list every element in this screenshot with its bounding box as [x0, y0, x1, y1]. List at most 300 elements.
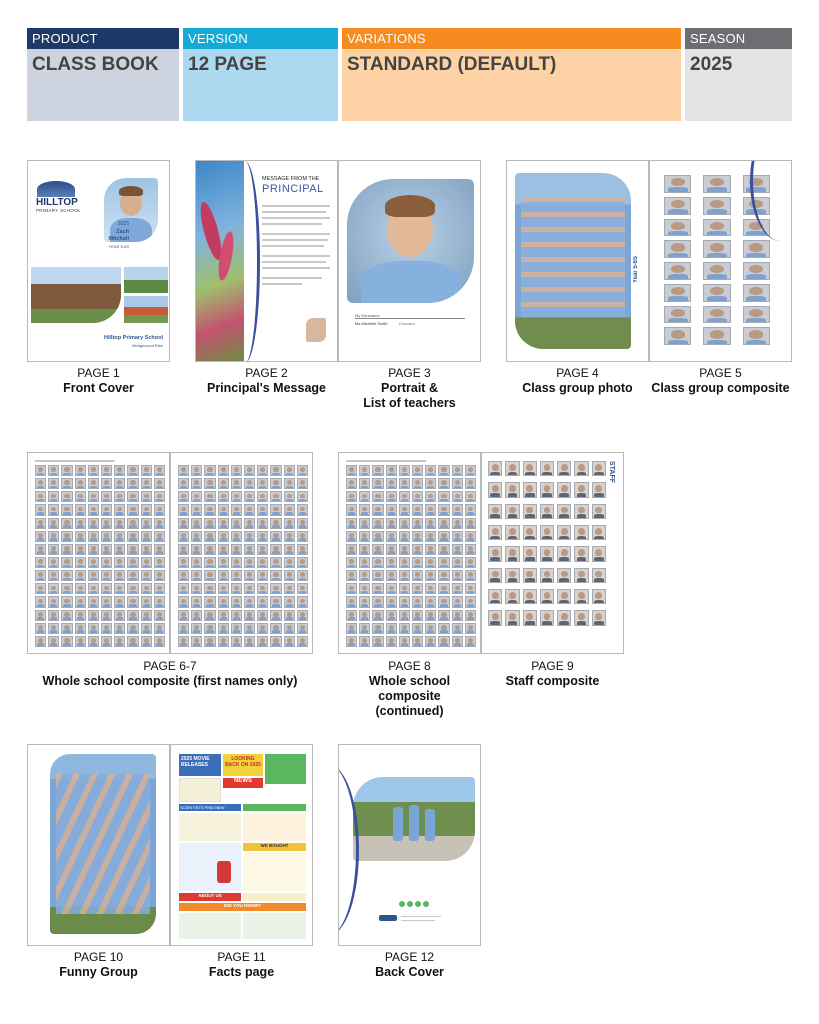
composite-photo: [114, 583, 125, 594]
composite-photo: [231, 557, 242, 568]
composite-photo: [540, 504, 554, 519]
composite-photo: [35, 636, 46, 647]
composite-photo: [61, 583, 72, 594]
page-title: Portrait &: [381, 381, 438, 395]
composite-photo: [114, 491, 125, 502]
cover-year: 2025: [117, 221, 129, 227]
page-number: PAGE 5: [699, 366, 742, 380]
composite-photo: [191, 491, 202, 502]
facts-did-you-know: DID YOU KNOW?: [179, 903, 306, 911]
composite-photo: [372, 465, 383, 476]
composite-photo: [204, 531, 215, 542]
page-title: Facts page: [208, 965, 275, 979]
season-value: 2025: [685, 49, 792, 121]
composite-photo: [412, 518, 423, 529]
page-title-line-2: composite: [378, 689, 441, 703]
composite-photo: [141, 465, 152, 476]
composite-photo: [465, 570, 476, 581]
composite-photo: [141, 570, 152, 581]
composite-photo: [244, 518, 255, 529]
composite-photo: [218, 636, 229, 647]
composite-photo: [523, 568, 537, 583]
composite-photo: [557, 568, 571, 583]
composite-photo: [48, 596, 59, 607]
composite-photo: [35, 557, 46, 568]
composite-photo: [703, 284, 730, 302]
principal-heading-large: PRINCIPAL: [262, 183, 324, 195]
composite-photo: [452, 610, 463, 621]
caption-page-10: [27, 950, 170, 980]
composite-photo: [231, 623, 242, 634]
caption-page-12: [338, 950, 481, 980]
composite-photo: [412, 544, 423, 555]
composite-photo: [438, 531, 449, 542]
composite-photo: [270, 557, 281, 568]
composite-photo: [178, 610, 189, 621]
composite-photo: [557, 589, 571, 604]
composite-photo: [372, 583, 383, 594]
composite-photo: [257, 544, 268, 555]
composite-photo: [88, 518, 99, 529]
composite-photo: [452, 544, 463, 555]
facts-green-box: [265, 754, 306, 784]
teacher-name: Ms Michelle Smith: [355, 321, 388, 326]
composite-photo: [218, 610, 229, 621]
composite-photo: [244, 623, 255, 634]
composite-photo: [204, 465, 215, 476]
composite-photo: [75, 636, 86, 647]
composite-photo: [346, 557, 357, 568]
composite-photo: [297, 570, 308, 581]
composite-photo: [231, 465, 242, 476]
composite-photo: [35, 623, 46, 634]
composite-photo: [154, 583, 165, 594]
composite-photo: [425, 583, 436, 594]
composite-photo: [257, 636, 268, 647]
composite-photo: [452, 518, 463, 529]
composite-photo: [557, 482, 571, 497]
composite-photo: [359, 623, 370, 634]
composite-photo: [412, 531, 423, 542]
composite-photo: [386, 623, 397, 634]
composite-photo: [664, 219, 691, 237]
composite-photo: [178, 478, 189, 489]
composite-photo: [664, 284, 691, 302]
composite-photo: [191, 557, 202, 568]
composite-photo: [346, 478, 357, 489]
composite-photo: [346, 491, 357, 502]
composite-photo: [505, 589, 519, 604]
composite-photo: [438, 557, 449, 568]
composite-photo: [703, 240, 730, 258]
composite-photo: [191, 504, 202, 515]
caption-page-2: [195, 366, 338, 396]
composite-photo: [359, 504, 370, 515]
composite-photo: [346, 596, 357, 607]
composite-photo: [703, 306, 730, 324]
composite-photo: [592, 568, 606, 583]
composite-photo: [438, 518, 449, 529]
composite-photo: [284, 465, 295, 476]
composite-photo: [465, 531, 476, 542]
composite-photo: [488, 568, 502, 583]
composite-photo: [35, 518, 46, 529]
composite-photo: [244, 570, 255, 581]
composite-photo: [88, 636, 99, 647]
composite-photo: [488, 461, 502, 476]
composite-photo: [218, 531, 229, 542]
decorative-swoosh: [230, 161, 260, 362]
page-title: Whole school: [368, 674, 451, 688]
page-title: Class group composite: [651, 381, 790, 395]
composite-photo: [35, 583, 46, 594]
composite-photo: [425, 518, 436, 529]
composite-photo: [141, 491, 152, 502]
header-product: [27, 28, 179, 121]
class-side-label: Year 5-6S: [633, 256, 639, 284]
composite-photo: [178, 491, 189, 502]
composite-photo: [141, 557, 152, 568]
composite-photo: [141, 478, 152, 489]
composite-photo: [386, 610, 397, 621]
composite-photo: [359, 583, 370, 594]
composite-photo: [743, 262, 770, 280]
composite-photo: [452, 570, 463, 581]
composite-photo: [465, 583, 476, 594]
composite-photo: [523, 546, 537, 561]
composite-photo: [284, 478, 295, 489]
whole-school-grid-continued: [346, 465, 476, 647]
composite-photo: [61, 557, 72, 568]
page-title: Front Cover: [63, 381, 134, 395]
composite-photo: [703, 262, 730, 280]
composite-photo: [297, 504, 308, 515]
composite-photo: [465, 610, 476, 621]
composite-photo: [257, 491, 268, 502]
composite-photo: [372, 570, 383, 581]
composite-photo: [743, 327, 770, 345]
composite-photo: [141, 531, 152, 542]
composite-photo: [359, 465, 370, 476]
composite-photo: [399, 544, 410, 555]
composite-photo: [48, 623, 59, 634]
composite-photo: [114, 531, 125, 542]
page-number: PAGE 10: [73, 950, 124, 964]
version-label: VERSION: [183, 28, 338, 49]
composite-photo: [48, 557, 59, 568]
composite-photo: [101, 636, 112, 647]
composite-photo: [425, 636, 436, 647]
caption-page-6-7: [27, 659, 313, 689]
composite-photo: [372, 504, 383, 515]
composite-photo: [505, 525, 519, 540]
composite-photo: [488, 525, 502, 540]
composite-photo: [523, 525, 537, 540]
composite-photo: [178, 531, 189, 542]
composite-photo: [101, 583, 112, 594]
composite-photo: [592, 546, 606, 561]
composite-photo: [61, 596, 72, 607]
composite-photo: [88, 596, 99, 607]
composite-photo: [488, 482, 502, 497]
playground-photo-1: [124, 267, 168, 293]
composite-photo: [75, 610, 86, 621]
school-building-photo: [31, 267, 121, 323]
composite-photo: [438, 596, 449, 607]
composite-photo: [465, 544, 476, 555]
composite-photo: [297, 518, 308, 529]
composite-photo: [48, 570, 59, 581]
composite-photo: [141, 596, 152, 607]
composite-photo: [557, 546, 571, 561]
composite-photo: [438, 570, 449, 581]
composite-photo: [284, 583, 295, 594]
composite-photo: [399, 610, 410, 621]
composite-photo: [270, 478, 281, 489]
composite-photo: [218, 491, 229, 502]
composite-photo: [438, 610, 449, 621]
composite-photo: [178, 570, 189, 581]
composite-photo: [88, 491, 99, 502]
composite-photo: [359, 518, 370, 529]
composite-photo: [452, 491, 463, 502]
composite-photo: [88, 610, 99, 621]
composite-photo: [452, 478, 463, 489]
educators-heading: My Educators: [355, 313, 380, 318]
composite-photo: [270, 583, 281, 594]
composite-photo: [452, 623, 463, 634]
composite-photo: [231, 596, 242, 607]
composite-photo: [35, 596, 46, 607]
composite-photo: [284, 636, 295, 647]
composite-photo: [372, 478, 383, 489]
composite-photo: [114, 570, 125, 581]
page-11-facts-page: [170, 744, 313, 946]
composite-photo: [425, 465, 436, 476]
page-7-whole-school-composite: [170, 452, 313, 654]
composite-photo: [154, 557, 165, 568]
composite-photo: [465, 557, 476, 568]
composite-photo: [592, 589, 606, 604]
composite-photo: [743, 306, 770, 324]
composite-photo: [191, 636, 202, 647]
composite-photo: [154, 465, 165, 476]
composite-photo: [35, 570, 46, 581]
composite-photo: [101, 623, 112, 634]
composite-photo: [75, 583, 86, 594]
composite-photo: [48, 531, 59, 542]
composite-photo: [574, 504, 588, 519]
composite-photo: [452, 636, 463, 647]
composite-photo: [372, 544, 383, 555]
composite-photo: [257, 557, 268, 568]
composite-photo: [141, 504, 152, 515]
composite-photo: [438, 623, 449, 634]
composite-photo: [346, 531, 357, 542]
composite-photo: [101, 518, 112, 529]
page-number: PAGE 3: [388, 366, 431, 380]
composite-photo: [346, 636, 357, 647]
composite-photo: [75, 557, 86, 568]
composite-photo: [438, 465, 449, 476]
composite-photo: [257, 465, 268, 476]
composite-photo: [257, 518, 268, 529]
class-group-photo: [515, 173, 631, 349]
composite-photo: [270, 636, 281, 647]
composite-photo: [284, 596, 295, 607]
composite-photo: [257, 504, 268, 515]
composite-photo: [664, 306, 691, 324]
composite-photo: [297, 557, 308, 568]
composite-photo: [425, 596, 436, 607]
composite-photo: [592, 610, 606, 625]
composite-photo: [218, 518, 229, 529]
composite-photo: [574, 568, 588, 583]
composite-photo: [346, 610, 357, 621]
facts-we-bought: WE BOUGHT: [243, 843, 306, 851]
composite-photo: [61, 504, 72, 515]
composite-photo: [346, 518, 357, 529]
composite-photo: [257, 610, 268, 621]
facts-about-us: ABOUT US: [179, 893, 241, 901]
composite-photo: [114, 518, 125, 529]
composite-photo: [270, 610, 281, 621]
composite-photo: [178, 596, 189, 607]
composite-photo: [574, 546, 588, 561]
composite-photo: [231, 504, 242, 515]
composite-photo: [75, 478, 86, 489]
staff-side-label: STAFF: [608, 461, 615, 484]
composite-photo: [75, 544, 86, 555]
composite-photo: [270, 504, 281, 515]
composite-photo: [244, 636, 255, 647]
composite-photo: [386, 478, 397, 489]
caption-page-11: [170, 950, 313, 980]
composite-photo: [127, 544, 138, 555]
composite-photo: [425, 610, 436, 621]
page-title: Class group photo: [522, 381, 633, 395]
facts-scientists: SCIENTISTS FIND NEW: [179, 804, 241, 811]
cover-first-name: Zach: [116, 229, 129, 235]
composite-photo: [412, 636, 423, 647]
composite-photo: [465, 596, 476, 607]
composite-photo: [114, 478, 125, 489]
composite-photo: [244, 504, 255, 515]
composite-photo: [218, 596, 229, 607]
composite-photo: [284, 504, 295, 515]
composite-photo: [297, 583, 308, 594]
page-8-whole-school-composite-continued: [338, 452, 481, 654]
composite-photo: [48, 583, 59, 594]
composite-photo: [101, 491, 112, 502]
composite-photo: [425, 570, 436, 581]
page-title: Back Cover: [375, 965, 444, 979]
composite-photo: [540, 610, 554, 625]
composite-photo: [35, 478, 46, 489]
composite-photo: [297, 636, 308, 647]
composite-photo: [270, 518, 281, 529]
composite-photo: [438, 504, 449, 515]
composite-photo: [218, 504, 229, 515]
composite-photo: [452, 596, 463, 607]
composite-photo: [204, 623, 215, 634]
caption-page-8: [338, 659, 481, 719]
composite-photo: [127, 478, 138, 489]
composite-photo: [438, 478, 449, 489]
composite-photo: [75, 623, 86, 634]
composite-photo: [346, 544, 357, 555]
composite-photo: [257, 570, 268, 581]
composite-photo: [399, 570, 410, 581]
composite-photo: [154, 491, 165, 502]
composite-photo: [372, 610, 383, 621]
composite-photo: [574, 589, 588, 604]
composite-photo: [359, 478, 370, 489]
composite-photo: [244, 465, 255, 476]
variations-value: STANDARD (DEFAULT): [342, 49, 681, 121]
composite-photo: [101, 544, 112, 555]
composite-photo: [35, 531, 46, 542]
composite-photo: [218, 465, 229, 476]
composite-photo: [703, 327, 730, 345]
composite-photo: [114, 465, 125, 476]
composite-photo: [35, 544, 46, 555]
facts-robot-box: [179, 843, 241, 891]
composite-photo: [61, 531, 72, 542]
composite-photo: [664, 327, 691, 345]
page-3-portrait: [338, 160, 481, 362]
composite-photo: [61, 636, 72, 647]
composite-photo: [557, 504, 571, 519]
composite-photo: [438, 636, 449, 647]
page-5-class-group-composite: [649, 160, 792, 362]
composite-photo: [114, 636, 125, 647]
page-number: PAGE 1: [77, 366, 120, 380]
composite-photo: [505, 461, 519, 476]
composite-photo: [178, 623, 189, 634]
composite-photo: [154, 518, 165, 529]
composite-photo: [61, 478, 72, 489]
company-logo: [379, 915, 397, 921]
playground-photo-2: [124, 296, 168, 323]
composite-photo: [592, 461, 606, 476]
composite-photo: [75, 518, 86, 529]
composite-photo: [270, 491, 281, 502]
composite-photo: [114, 610, 125, 621]
composite-photo: [359, 557, 370, 568]
composite-photo: [218, 544, 229, 555]
composite-photo: [284, 518, 295, 529]
composite-photo: [191, 583, 202, 594]
composite-photo: [75, 531, 86, 542]
composite-photo: [154, 531, 165, 542]
facts-news: NEWS: [223, 778, 263, 788]
composite-photo: [154, 504, 165, 515]
composite-photo: [359, 636, 370, 647]
composite-photo: [399, 531, 410, 542]
composite-photo: [386, 636, 397, 647]
composite-photo: [488, 504, 502, 519]
composite-photo: [101, 570, 112, 581]
header-season: [685, 28, 792, 121]
composite-photo: [557, 461, 571, 476]
composite-photo: [75, 596, 86, 607]
composite-photo: [127, 583, 138, 594]
composite-photo: [127, 610, 138, 621]
composite-photo: [257, 596, 268, 607]
composite-photo: [127, 531, 138, 542]
composite-photo: [141, 610, 152, 621]
